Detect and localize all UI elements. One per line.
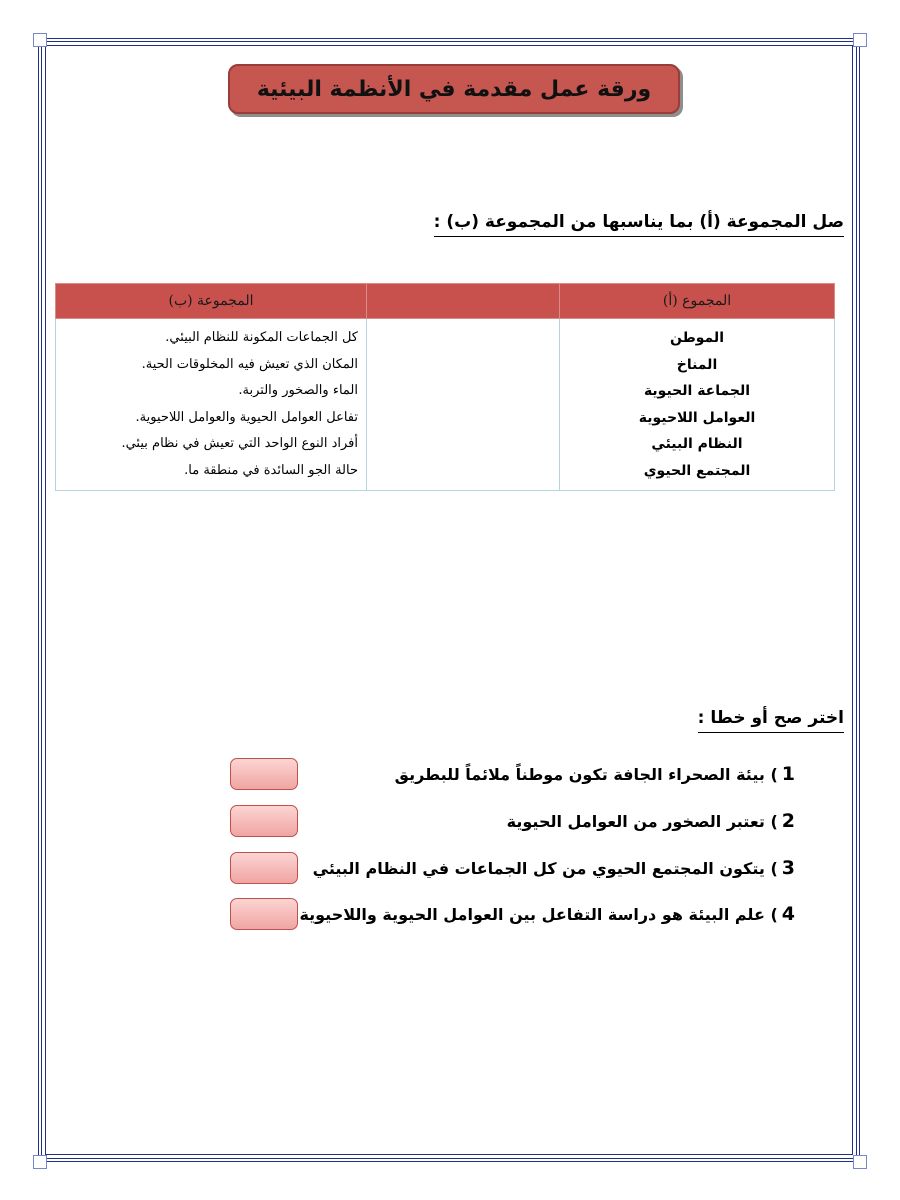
true-false-item: 2) تعتبر الصخور من العوامل الحيوية xyxy=(230,802,795,840)
group-b-item[interactable]: أفراد النوع الواحد التي تعيش في نظام بيئي. xyxy=(121,436,358,451)
group-b-item[interactable]: كل الجماعات المكونة للنظام البيئي. xyxy=(165,330,358,345)
page-border-corner xyxy=(33,1155,47,1169)
true-false-item: 1) بيئة الصحراء الجافة تكون موطناً ملائماً للبطريق xyxy=(230,755,795,793)
header-group-a: المجموع (أ) xyxy=(560,284,835,319)
header-blank xyxy=(367,284,560,319)
item-number: 4 xyxy=(781,903,795,925)
statement-text: بيئة الصحراء الجافة تكون موطناً ملائماً للبطريق xyxy=(394,765,765,784)
page-border-corner xyxy=(33,33,47,47)
matching-blank-column[interactable] xyxy=(367,319,560,491)
group-a-item[interactable]: العوامل اللاحيوية xyxy=(638,409,756,426)
item-number: 1 xyxy=(781,763,795,785)
statement-text: تعتبر الصخور من العوامل الحيوية xyxy=(506,812,765,831)
item-number: 3 xyxy=(781,857,795,879)
true-false-item: 4) علم البيئة هو دراسة التفاعل بين العوامل الحيوية واللاحيوية xyxy=(230,895,795,933)
matching-instruction: صل المجموعة (أ) بما يناسبها من المجموعة (ب) : xyxy=(434,212,844,237)
item-number: 2 xyxy=(781,810,795,832)
group-a-item[interactable]: النظام البيئي xyxy=(651,436,743,452)
group-b-item[interactable]: الماء والصخور والتربة. xyxy=(238,383,358,398)
worksheet-title-banner xyxy=(228,64,680,114)
group-a-column xyxy=(560,319,835,491)
group-b-item[interactable]: المكان الذي تعيش فيه المخلوقات الحية. xyxy=(141,356,358,372)
page-border-corner xyxy=(853,1155,867,1169)
group-b-item[interactable]: حالة الجو السائدة في منطقة ما. xyxy=(184,462,358,478)
statement-text: يتكون المجتمع الحيوي من كل الجماعات في النظام البيئي xyxy=(312,859,765,878)
statement-text: علم البيئة هو دراسة التفاعل بين العوامل الحيوية واللاحيوية xyxy=(299,905,765,924)
group-b-column xyxy=(56,319,367,491)
group-a-item[interactable]: المناخ xyxy=(676,356,718,373)
page-border-corner xyxy=(853,33,867,47)
group-a-item[interactable]: المجتمع الحيوي xyxy=(643,462,751,479)
matching-table xyxy=(55,283,835,491)
true-false-item: 3) يتكون المجتمع الحيوي من كل الجماعات في النظام البيئي xyxy=(230,849,795,887)
group-a-item[interactable]: الجماعة الحيوية xyxy=(643,383,751,399)
answer-box[interactable] xyxy=(230,758,298,790)
page-border xyxy=(38,38,860,1162)
header-group-b: المجموعة (ب) xyxy=(56,284,367,319)
group-b-item[interactable]: تفاعل العوامل الحيوية والعوامل اللاحيوية. xyxy=(135,409,358,425)
answer-box[interactable] xyxy=(230,852,298,884)
answer-box[interactable] xyxy=(230,805,298,837)
matching-table-body xyxy=(56,319,835,491)
worksheet-title: ورقة عمل مقدمة في الأنظمة البيئية xyxy=(256,76,652,102)
matching-table-header xyxy=(56,284,835,319)
true-false-instruction: اختر صح أو خطا : xyxy=(698,708,844,733)
answer-box[interactable] xyxy=(230,898,298,930)
group-a-item[interactable]: الموطن xyxy=(669,330,724,346)
